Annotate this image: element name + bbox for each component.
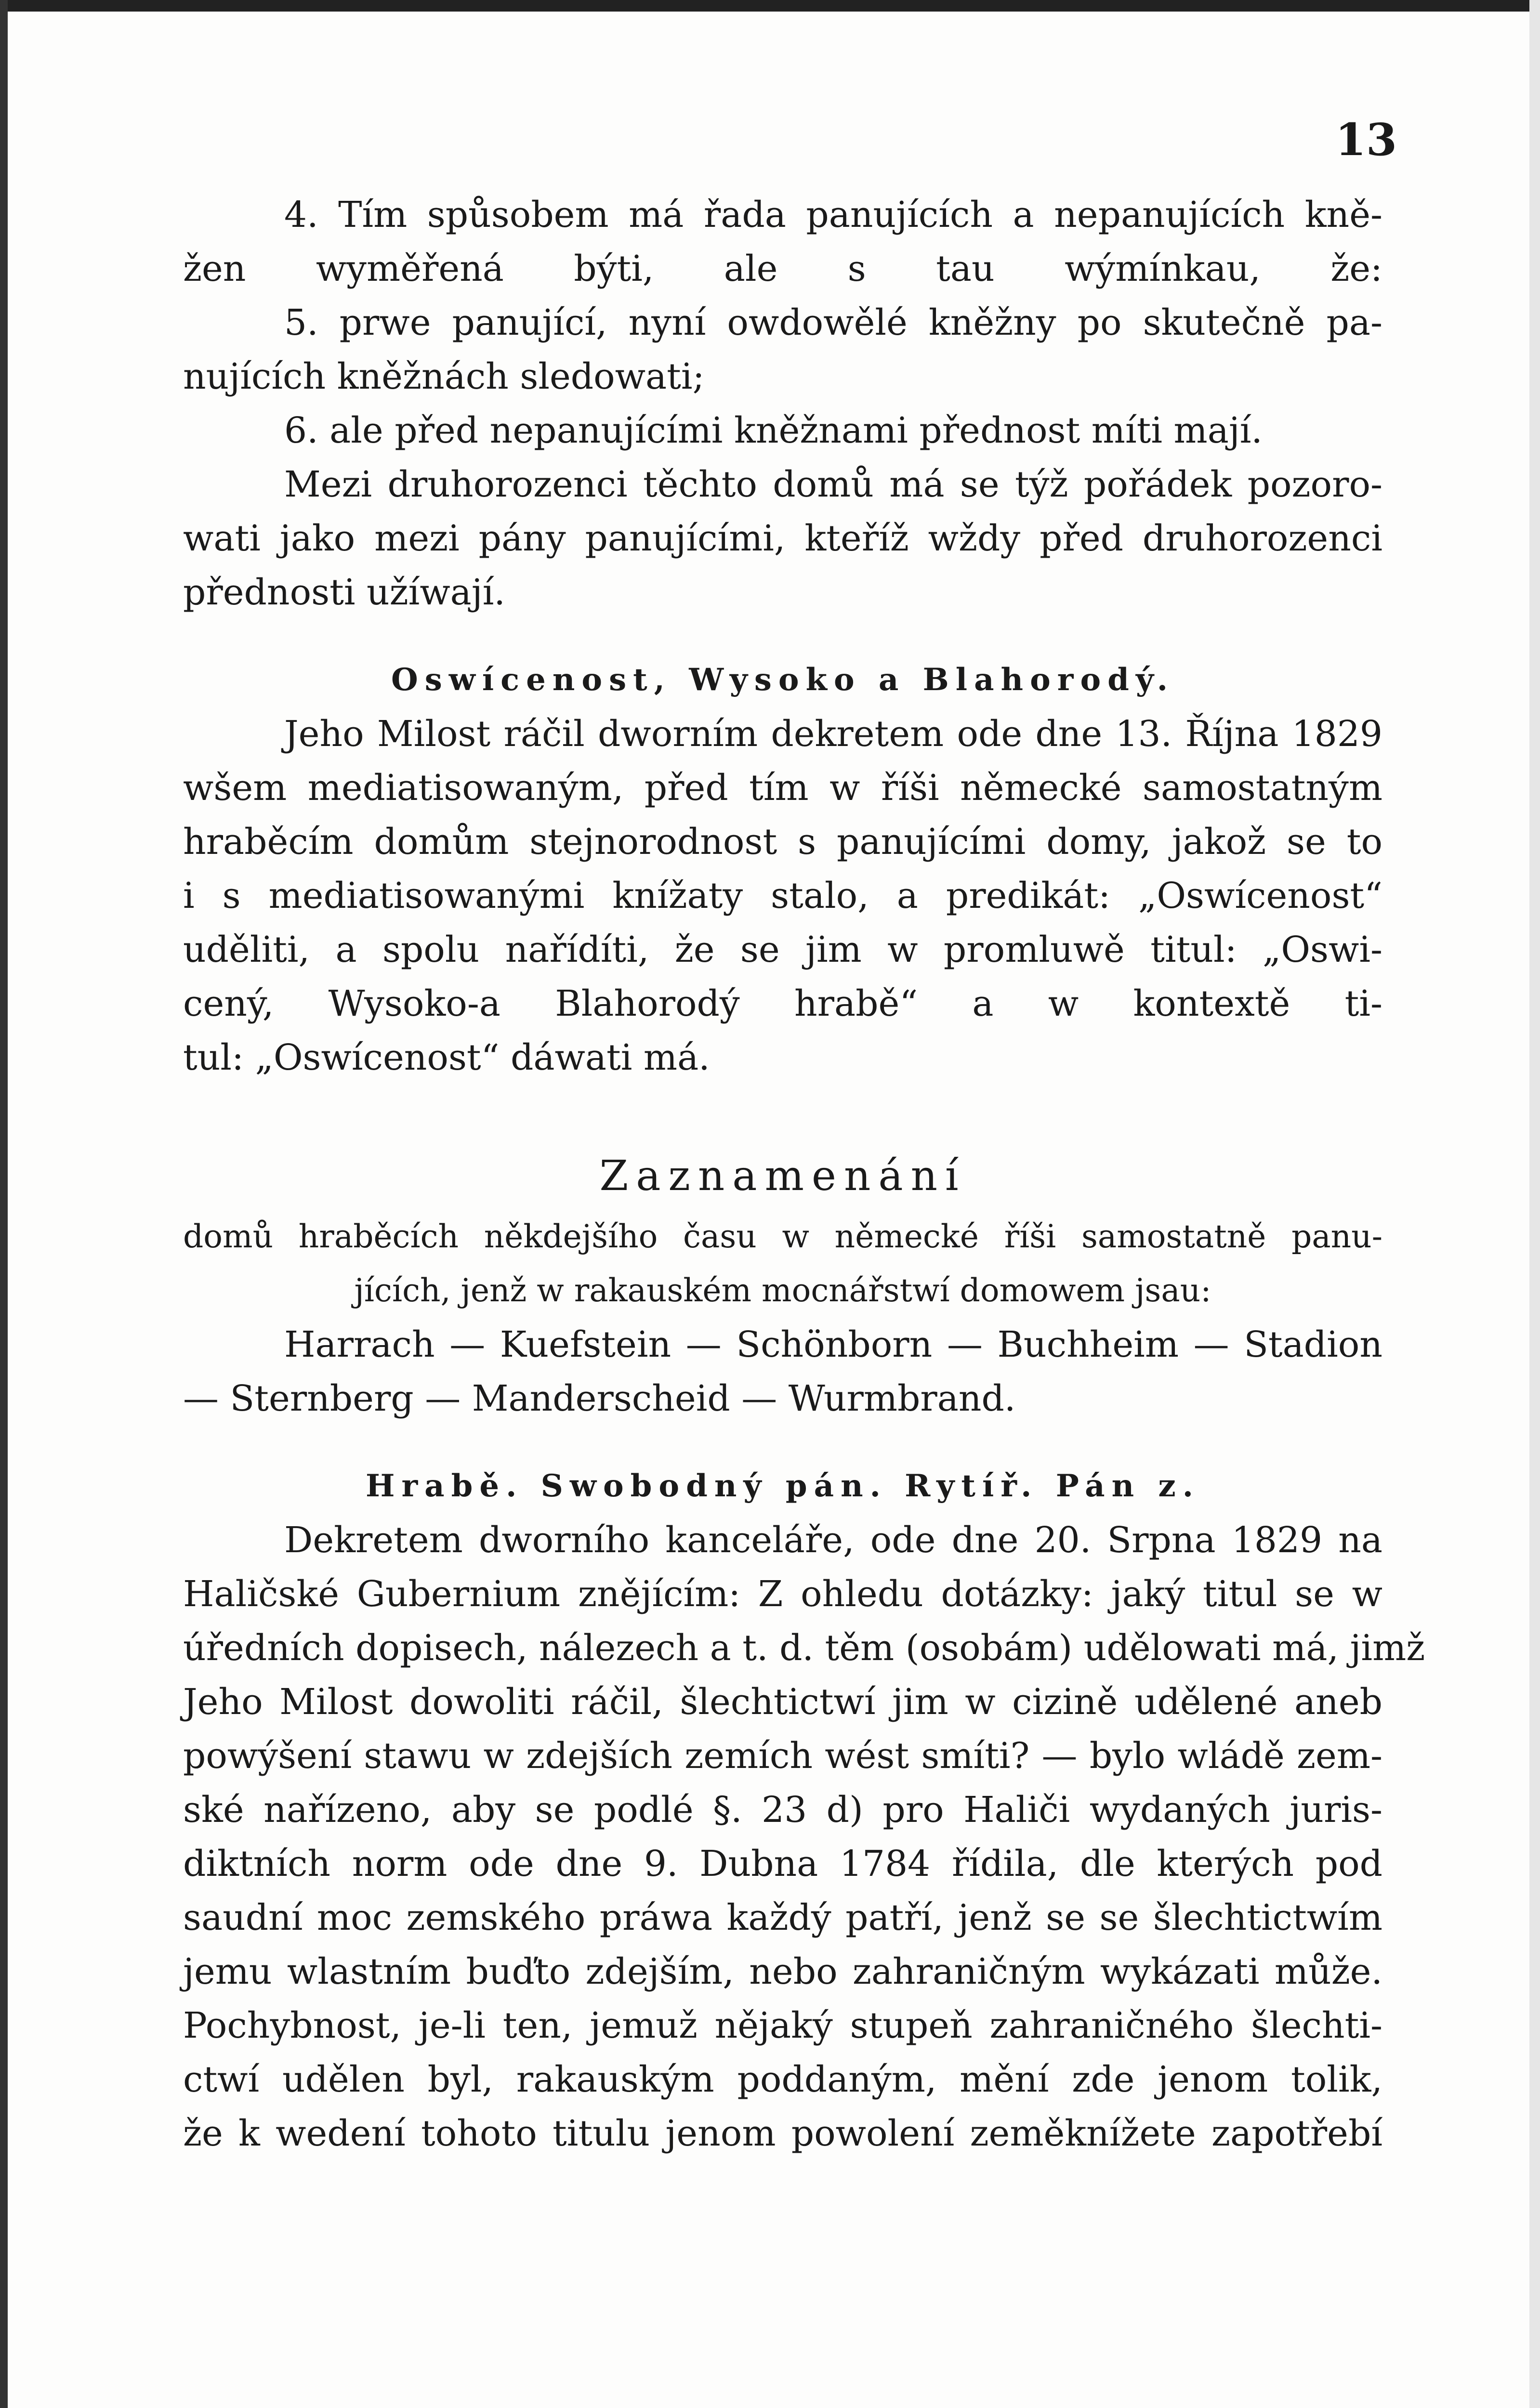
text-line: tul: „Oswícenost“ dáwati má. <box>183 1037 710 1078</box>
text-line: jících, jenž w rakauském mocnářstwí domowem jsau: <box>354 1272 1211 1309</box>
scan-border-right <box>1529 0 1540 2408</box>
section-heading: Oswícenost, Wysoko a Blahorodý. <box>391 662 1175 698</box>
text-line: nujících kněžnách sledowati; <box>183 356 705 397</box>
text-line: — Sternberg — Manderscheid — Wurmbrand. <box>183 1378 1016 1419</box>
text-line: cený, Wysoko-a Blahorodý hrabě“ a w kontextě ti- <box>183 983 1382 1024</box>
scan-border-top <box>0 0 1540 12</box>
text-line: Haličské Gubernium znějícím: Z ohledu dotázky: jaký titul se w <box>183 1573 1382 1615</box>
text-line: 6. ale před nepanujícími kněžnami přednost míti mají. <box>284 410 1263 451</box>
text-line: 4. Tím spůsobem má řada panujících a nepanujících kně- <box>284 194 1382 236</box>
text-line: uděliti, a spolu nařídíti, že se jim w promluwě titul: „Oswi- <box>183 929 1382 970</box>
scan-border-left <box>0 0 8 2408</box>
text-line: wati jako mezi pány panujícími, kteříž wždy před druhorozenci <box>183 518 1382 559</box>
section-heading: Hrabě. Swobodný pán. Rytíř. Pán z. <box>365 1468 1200 1504</box>
text-line: Dekretem dworního kanceláře, ode dne 20. Srpna 1829 na <box>284 1519 1382 1561</box>
text-line: hraběcím domům stejnorodnost s panujícími domy, jakož se to <box>183 821 1382 863</box>
text-line: Harrach — Kuefstein — Schönborn — Buchheim — Stadion <box>284 1324 1382 1365</box>
text-line: jemu wlastním buďto zdejším, nebo zahraničným wykázati může. <box>183 1951 1382 1992</box>
text-line: domů hraběcích někdejšího času w německé říši samostatně panu- <box>183 1218 1382 1255</box>
text-line: ské nařízeno, aby se podlé §. 23 d) pro Haliči wydaných juris- <box>183 1789 1382 1831</box>
body-text <box>183 188 1425 2160</box>
text-line: Jeho Milost ráčil dworním dekretem ode dne 13. Října 1829 <box>284 713 1382 755</box>
text-line: ctwí udělen byl, rakauským poddaným, mění zde jenom tolik, <box>183 2059 1382 2100</box>
text-line: i s mediatisowanými knížaty stalo, a predikát: „Oswícenost“ <box>183 875 1382 916</box>
text-line: Pochybnost, je-li ten, jemuž nějaký stupeň zahraničného šlechti- <box>183 2005 1382 2046</box>
text-line: přednosti užíwají. <box>183 572 505 613</box>
text-line: Jeho Milost dowoliti ráčil, šlechtictwí jim w cizině udělené aneb <box>183 1681 1382 1723</box>
page-number: 13 <box>1335 114 1397 166</box>
section-heading: Zaznamenání <box>599 1152 966 1200</box>
text-line: powýšení stawu w zdejších zemích wést smíti? — bylo wládě zem- <box>183 1735 1382 1777</box>
text-line: 5. prwe panující, nyní owdowělé kněžny po skutečně pa- <box>284 302 1382 343</box>
text-line: žen wyměřená býti, ale s tau wýmínkau, že: <box>183 248 1382 289</box>
text-line: Mezi druhorozenci těchto domů má se týž pořádek pozoro- <box>284 464 1382 505</box>
text-line: že k wedení tohoto titulu jenom powolení zeměknížete zapotřebí <box>183 2113 1382 2154</box>
text-line: saudní moc zemského práwa každý patří, jenž se se šlechtictwím <box>183 1897 1382 1938</box>
text-line: wšem mediatisowaným, před tím w říši německé samostatným <box>183 767 1382 809</box>
text-line: diktních norm ode dne 9. Dubna 1784 řídila, dle kterých pod <box>183 1843 1382 1885</box>
text-line: úředních dopisech, nálezech a t. d. těm (osobám) udělowati má, jimž <box>183 1627 1425 1669</box>
